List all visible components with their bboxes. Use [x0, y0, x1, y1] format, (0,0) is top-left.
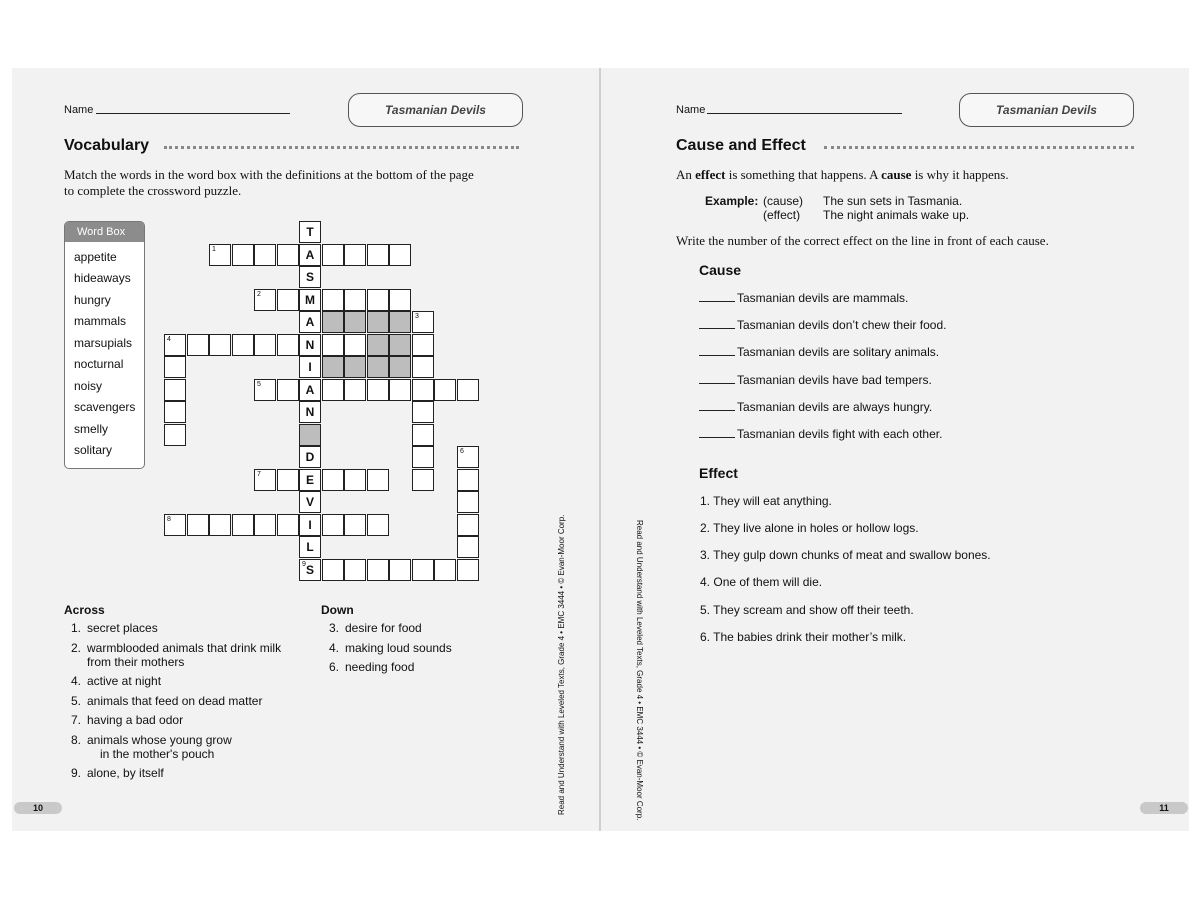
copyright-footer: Read and Understand with Leveled Texts, Grade 4 • EMC 3444 • © Evan-Moor Corp. [557, 514, 566, 815]
crossword-shaded-cell [344, 356, 366, 378]
answer-blank[interactable] [699, 383, 735, 384]
crossword-cell[interactable] [367, 379, 389, 401]
crossword-cell[interactable] [457, 379, 479, 401]
cause-item: Tasmanian devils fight with each other. [699, 427, 942, 441]
cause-item: Tasmanian devils are always hungry. [699, 400, 932, 414]
crossword-shaded-cell [344, 311, 366, 333]
crossword-cell[interactable] [277, 379, 299, 401]
crossword-cell[interactable] [164, 401, 186, 423]
crossword-cell[interactable] [412, 379, 434, 401]
crossword-cell[interactable] [232, 334, 254, 356]
crossword-shaded-cell [299, 424, 321, 446]
crossword-cell[interactable] [164, 514, 186, 536]
clue-number: 8 [167, 516, 171, 523]
crossword-cell[interactable] [254, 244, 276, 266]
crossword-shaded-cell [367, 356, 389, 378]
crossword-cell[interactable] [299, 559, 321, 581]
crossword-cell[interactable] [367, 559, 389, 581]
cell-letter: A [305, 315, 315, 329]
name-label: Name [64, 104, 94, 116]
crossword-cell[interactable] [322, 289, 344, 311]
word-box-item: mammals [74, 314, 127, 328]
clue-number: 6 [460, 448, 464, 455]
effect-item: 3. They gulp down chunks of meat and swallow bones. [700, 548, 991, 562]
crossword-cell[interactable] [412, 424, 434, 446]
crossword-shaded-cell [389, 334, 411, 356]
crossword-cell[interactable] [254, 469, 276, 491]
example-cause-text: The sun sets in Tasmania. [823, 194, 963, 208]
cell-letter: I [308, 518, 312, 532]
instructions-line-1: Match the words in the word box with the definitions at the bottom of the page [64, 167, 474, 182]
crossword-cell[interactable] [299, 536, 321, 558]
crossword-cell[interactable] [299, 221, 321, 243]
crossword-cell[interactable] [187, 514, 209, 536]
word-box-header: Word Box [65, 222, 144, 242]
intro-text: An effect is something that happens. A cause is why it happens. [676, 167, 1009, 182]
cause-item: Tasmanian devils don’t chew their food. [699, 318, 946, 332]
crossword-cell[interactable] [457, 514, 479, 536]
example-label: Example: [705, 194, 759, 208]
crossword-cell[interactable] [322, 559, 344, 581]
instructions-line-2: to complete the crossword puzzle. [64, 183, 242, 198]
word-box-item: hungry [74, 293, 111, 307]
crossword-cell[interactable] [299, 401, 321, 423]
cell-letter: V [305, 495, 314, 509]
clue-number: 5 [257, 381, 261, 388]
crossword-cell[interactable] [344, 469, 366, 491]
word-box-item: smelly [74, 422, 109, 436]
crossword-cell[interactable] [299, 334, 321, 356]
word-box-item: marsupials [74, 336, 133, 350]
clue-number: 2 [257, 291, 261, 298]
crossword-cell[interactable] [367, 244, 389, 266]
cell-letter: D [305, 450, 315, 464]
example-cause-tag: (cause) [763, 194, 804, 208]
across-heading: Across [64, 603, 105, 617]
topic-title: Tasmanian Devils [959, 93, 1134, 127]
crossword-cell[interactable] [209, 514, 231, 536]
crossword-cell[interactable] [209, 334, 231, 356]
crossword-cell[interactable] [344, 559, 366, 581]
crossword-shaded-cell [389, 311, 411, 333]
section-title: Vocabulary [64, 137, 150, 154]
crossword-cell[interactable] [457, 491, 479, 513]
crossword-cell[interactable] [254, 514, 276, 536]
name-line [96, 113, 290, 114]
crossword-cell[interactable] [367, 514, 389, 536]
crossword-cell[interactable] [164, 379, 186, 401]
crossword-cell[interactable] [299, 491, 321, 513]
cause-item: Tasmanian devils are mammals. [699, 291, 908, 305]
crossword-cell[interactable] [367, 469, 389, 491]
crossword-cell[interactable] [344, 289, 366, 311]
effect-item: 1. They will eat anything. [700, 494, 832, 508]
crossword-shaded-cell [322, 311, 344, 333]
crossword-cell[interactable] [254, 334, 276, 356]
crossword-cell[interactable] [412, 469, 434, 491]
crossword-cell[interactable] [322, 334, 344, 356]
crossword-cell[interactable] [412, 311, 434, 333]
crossword-cell[interactable] [322, 379, 344, 401]
cell-letter: N [305, 405, 315, 419]
cell-letter: N [305, 338, 315, 352]
crossword-cell[interactable] [434, 379, 456, 401]
topic-title: Tasmanian Devils [348, 93, 523, 127]
crossword-cell[interactable] [412, 446, 434, 468]
crossword-cell[interactable] [299, 356, 321, 378]
answer-blank[interactable] [699, 437, 735, 438]
crossword-cell[interactable] [389, 289, 411, 311]
crossword-cell[interactable] [299, 469, 321, 491]
word-box-item: noisy [74, 379, 103, 393]
cell-letter: T [306, 225, 314, 239]
effect-item: 6. The babies drink their mother’s milk. [700, 630, 907, 644]
page-number: 11 [1140, 802, 1188, 814]
crossword-cell[interactable] [299, 379, 321, 401]
effect-heading: Effect [699, 465, 738, 481]
clue-number: 9 [302, 561, 306, 568]
crossword-cell[interactable] [344, 379, 366, 401]
crossword-cell[interactable] [232, 244, 254, 266]
crossword-cell[interactable] [412, 401, 434, 423]
crossword-cell[interactable] [254, 379, 276, 401]
crossword-cell[interactable] [457, 536, 479, 558]
clue-number: 4 [167, 336, 171, 343]
page-number: 10 [14, 802, 62, 814]
crossword-cell[interactable] [277, 244, 299, 266]
example-effect-tag: (effect) [763, 208, 801, 222]
crossword-cell[interactable] [367, 289, 389, 311]
crossword-cell[interactable] [457, 559, 479, 581]
word-box [64, 221, 145, 469]
word-box-item: hideaways [74, 271, 131, 285]
crossword-cell[interactable] [457, 469, 479, 491]
copyright-footer: Read and Understand with Leveled Texts, Grade 4 • EMC 3444 • © Evan-Moor Corp. [635, 520, 644, 821]
cell-letter: S [305, 563, 314, 577]
crossword-cell[interactable] [299, 514, 321, 536]
word-box-item: scavengers [74, 400, 136, 414]
crossword-cell[interactable] [389, 379, 411, 401]
crossword-cell[interactable] [187, 334, 209, 356]
title-dots [824, 146, 1134, 149]
instructions: Write the number of the correct effect on the line in front of each cause. [676, 233, 1049, 248]
cause-item: Tasmanian devils are solitary animals. [699, 345, 939, 359]
crossword-shaded-cell [367, 311, 389, 333]
cause-heading: Cause [699, 262, 742, 278]
crossword-cell[interactable] [164, 424, 186, 446]
crossword-cell[interactable] [277, 334, 299, 356]
crossword-cell[interactable] [412, 334, 434, 356]
cause-item: Tasmanian devils have bad tempers. [699, 373, 932, 387]
word-box-item: solitary [74, 443, 113, 457]
clue-number: 3 [415, 313, 419, 320]
crossword-cell[interactable] [299, 266, 321, 288]
cell-letter: M [305, 293, 315, 307]
name-line [707, 113, 902, 114]
answer-blank[interactable] [699, 328, 735, 329]
crossword-cell[interactable] [322, 469, 344, 491]
answer-blank[interactable] [699, 410, 735, 411]
crossword-shaded-cell [322, 356, 344, 378]
crossword-cell[interactable] [164, 356, 186, 378]
crossword-cell[interactable] [209, 244, 231, 266]
word-box-item: appetite [74, 250, 117, 264]
crossword-cell[interactable] [164, 334, 186, 356]
crossword-cell[interactable] [299, 289, 321, 311]
effect-item: 2. They live alone in holes or hollow logs. [700, 521, 919, 535]
answer-blank[interactable] [699, 355, 735, 356]
crossword-cell[interactable] [322, 514, 344, 536]
crossword-cell[interactable] [412, 559, 434, 581]
crossword-cell[interactable] [412, 356, 434, 378]
effect-item: 4. One of them will die. [700, 575, 823, 589]
answer-blank[interactable] [699, 301, 735, 302]
crossword-cell[interactable] [344, 514, 366, 536]
title-dots [164, 146, 519, 149]
cell-letter: A [305, 248, 315, 262]
name-label: Name [676, 104, 706, 116]
crossword-cell[interactable] [299, 311, 321, 333]
crossword-cell[interactable] [389, 559, 411, 581]
crossword-cell[interactable] [277, 289, 299, 311]
crossword-cell[interactable] [322, 244, 344, 266]
clue-number: 7 [257, 471, 261, 478]
crossword-cell[interactable] [232, 514, 254, 536]
cell-letter: I [308, 360, 312, 374]
section-title: Cause and Effect [676, 137, 806, 154]
crossword-cell[interactable] [254, 289, 276, 311]
cell-letter: A [305, 383, 315, 397]
crossword-shaded-cell [389, 356, 411, 378]
cell-letter: E [305, 473, 314, 487]
crossword-cell[interactable] [389, 244, 411, 266]
crossword-cell[interactable] [434, 559, 456, 581]
crossword-cell[interactable] [344, 244, 366, 266]
clue-number: 1 [212, 246, 216, 253]
crossword-cell[interactable] [457, 446, 479, 468]
crossword-cell[interactable] [344, 334, 366, 356]
crossword-cell[interactable] [299, 244, 321, 266]
cell-letter: S [305, 270, 314, 284]
crossword-cell[interactable] [299, 446, 321, 468]
crossword-shaded-cell [367, 334, 389, 356]
crossword-cell[interactable] [277, 469, 299, 491]
effect-item: 5. They scream and show off their teeth. [700, 603, 914, 617]
word-box-item: nocturnal [74, 357, 124, 371]
crossword-cell[interactable] [277, 514, 299, 536]
down-heading: Down [321, 603, 354, 617]
example-effect-text: The night animals wake up. [823, 208, 970, 222]
cell-letter: L [306, 540, 314, 554]
